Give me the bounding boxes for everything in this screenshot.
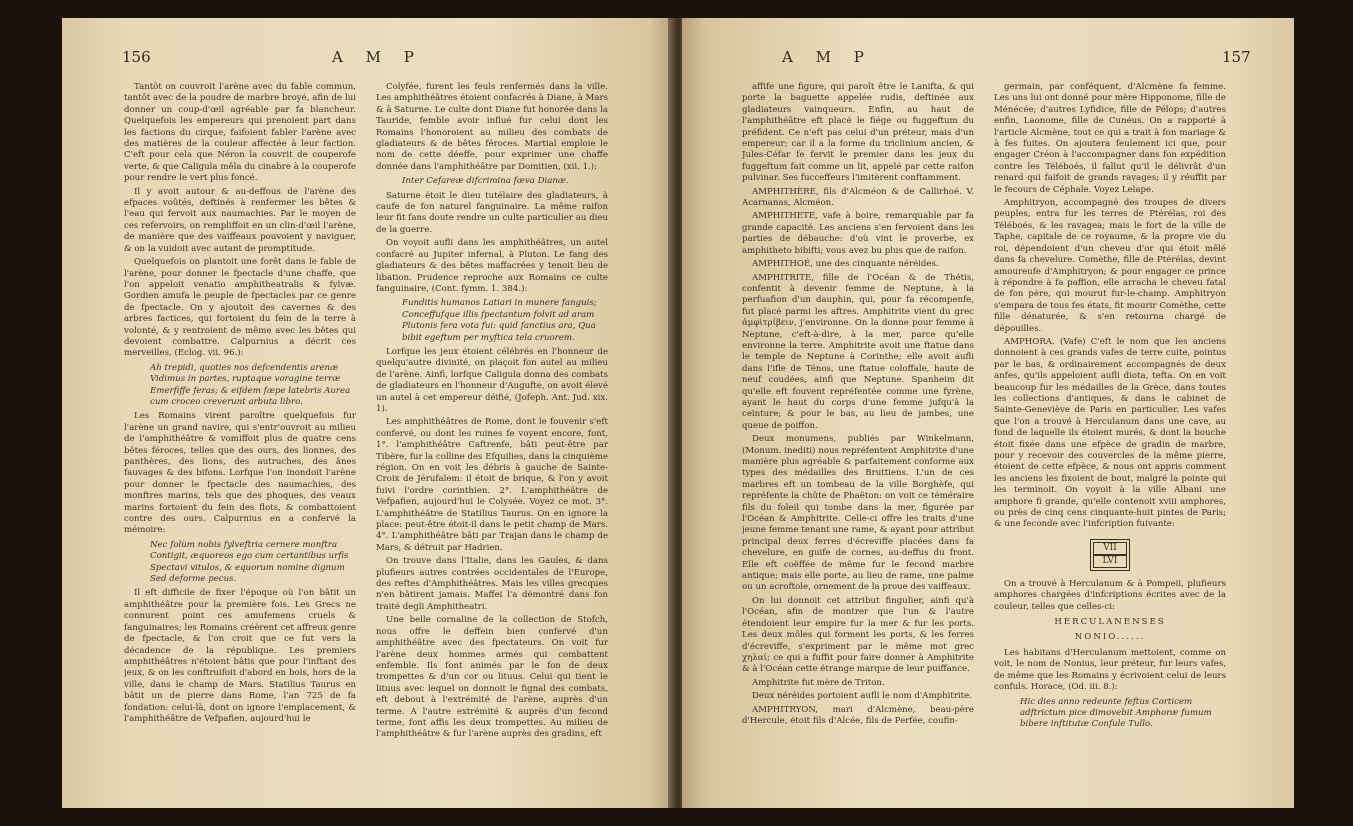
- verse-quote: Funditis humanos Latiari in munere fanguis; Conceffufque illis fpectantum folvit ad aram Plutonis fera vota fui: quid fanctius ara, Qua bibit egeftum per myftica tela cruorem.: [402, 298, 597, 343]
- entry: AMPHITRYON, mari d'Alcmène, beau-père d'Hercule, étoit fils d'Alcée, fils de Perfée, coufin-: [742, 704, 974, 726]
- paragraph: On lui donnoit cet attribut fingulier, ainfi qu'à l'Océan, afin de montrer que l'un & l'autre étendoient leur empire fur la mer & fur les ports. Les deux môles qui forment les ports, & les ferres d'écreviffe, s'expriment par le même mot grec χηλαί; ce qui a fuffit pour faire donner à Amphitrite & à l'Océan cette étrange marque de leur puiffance.: [742, 595, 974, 675]
- left-header: [62, 48, 674, 74]
- right-page: [682, 18, 1294, 808]
- paragraph: Amphitryon, accompagné des troupes de divers peuples, entra fur les terres de Ptérélas, roi des Téléboés, & les ravagea; mais le fort de la ville de Taphe, capitale de ce royaume, & la propre vie du roi, dépendoient d'un cheveu d'or qui étoit mêlé dans fa chevelure. Comèthe, fille de Ptérélas, devint amoureufe d'Amphitryon; & pour engager ce prince à répondre à fa paffion, elle arracha le cheveu fatal de fon père, qui mourut fur-le-champ. Amphitryon s'empara de tous fes états, fit mourir Comèthe, cette fille dénaturée, & s'en retourna chargé de dépouilles.: [994, 198, 1226, 334]
- page-number-right: 157: [1222, 48, 1251, 66]
- paragraph: Les habitans d'Herculanum mettoient, comme on voit, le nom de Nonius, leur préteur, fur leurs vafes, de même que les Romains y écrivoient celui de leurs confuls. Horace, (Od. iii. 8.):: [994, 647, 1226, 693]
- paragraph: Deux néréides portoient aufli le nom d'Amphitrite.: [752, 691, 972, 702]
- paragraph: Colyfée, furent les feuls renfermés dans la ville. Les amphithéâtres étoient confacrés à Diane, à Mars & à Saturne. Le culte dont Diane fut honorée dans la Tauride, femble avoir influé fur celui dont les Romains l'honoroient au milieu des combats de gladiateurs & de bêtes féroces. Martial emploie le nom de cette déeffe, pour exprimer une chaffe donnée dans l'amphithéâtre par Domitien, (xii. 1.):: [376, 82, 608, 172]
- paragraph: Lorfque les jeux étoient célébrés en l'honneur de quelqu'autre divinité, on plaçoit fon autel au milieu de l'arène. Ainfi, lorfque Caligula donna des combats de gladiateurs en l'honneur d'Augufte, on avoit élevé un autel à cet empereur déifié, (Jofeph. Ant. Jud. xix. 1).: [376, 346, 608, 414]
- paragraph: Amphitrite fut mère de Triton.: [752, 677, 885, 688]
- running-head-right: A M P: [782, 48, 873, 66]
- paragraph: Deux monumens, publiés par Winkelmann, (Monum. inediti) nous repréfentent Amphitrite d'une manière plus agréable & parfaitement conforme aux types des médailles des Bruttiens. L'un de ces marbres eft un tombeau de la ville Borghèfe, qui repréfente la chûte de Phaëton: on voit ce téméraire fils du foleil qui tombe dans la mer, figurée par l'Océan & Amphitrite. Celle-ci offre les traits d'une jeune femme tenant une rame, & ayant pour attribut principal deux ferres d'écreviffe placées dans fa chevelure, en guife de cornes, au-deffus du front. Elle eft coëffée de même fur le fecond marbre antique; mais elle porte, au lieu de rame, une palme ou un acroftole, ornement de la proue des vaiffeaux.: [742, 434, 974, 593]
- running-head-left: A M P: [332, 48, 423, 66]
- paragraph: Tantôt on couvroit l'arène avec du fable commun, tantôt avec de la poudre de marbre broyé, afin de lui donner un coup-d'œil agréable par fa blancheur. Quelquefois les empereurs qui prenoient part dans les factions du cirque, faifoient fabler l'arène avec des matières de la couleur affectée à leur faction. C'eft pour cela que Néron la couvrit de couperofe verte, & que Caligula mêla du cinabre à la couperofe pour rendre le vert plus foncé.: [124, 82, 356, 184]
- paragraph: Il y avoit autour & au-deffous de l'arène des efpaces voûtés, deftinés à renfermer les bêtes & l'eau qui fervoit aux naumachies. Par le moyen de ces refervoirs, on rempliffoit en un clin-d'œil l'arène, de manière que des vaiffeaux pouvoient y naviguer, & on la vuidoit avec autant de promptitude.: [124, 186, 356, 254]
- paragraph: Une belle cornaline de la collection de Stofch, nous offre le deffein bien confervé d'un amphithéâtre avec des fpectateurs. On voit fur l'arène deux hommes armés qui combattent enfemble. Ils font animés par le fon de deux trompettes & d'un cor ou lituus. Celui qui tient le lituus avec lequel on donnoit le fignal des combats, eft debout à l'extrémité de l'arène, auprès d'un terme. A l'autre extrémité & auprès d'un fecond terme, font affis les deux trompettes. Au milieu de l'amphithéâtre & fur l'arène auprès des gradins, eft: [376, 615, 608, 740]
- left-column-1: [124, 82, 356, 772]
- paragraph: Les Romains virent paroître quelquefois fur l'arène un grand navire, qui s'entr'ouvroit au milieu de l'amphithéâtre & vomiffoit plus de quatre cens bêtes féroces, telles que des ours, des lionnes, des panthères, des lions, des autruches, des ânes fauvages & des bifons. Lorfque l'on inondoit l'arène pour donner le fpectacle des naumachies, des monftres marins, tels que des phoques, des veaux marins fortoient du fein des flots, & combattoient contre des ours. Calpurnius en a confervé la mémoire:: [124, 411, 356, 536]
- paragraph: Quelquefois on plantoit une forêt dans le fable de l'arène, pour donner le fpectacle d'une chaffe, que l'on appeloit venatio amphitheatralis & fylvæ. Gordien amufa le peuple de fpectacles par ce genre de fpectacle. On y ajoutoit des cavernes & des arbres factices, qui fortoient du fein de la terre à volonté, & y rentroient de même avec les bêtes qui devoient combattre. Calpurnius a décrit ces merveilles, (Eclog. vii. 96.):: [124, 257, 356, 359]
- right-column-2: [994, 82, 1226, 772]
- inscription-line: LVI: [1093, 555, 1127, 568]
- entry: AMPHITRITE, fille de l'Océan & de Thétis, confentit à devenir femme de Neptune, à la perfuafion d'un dauphin, qui, pour fa récompenfe, fut placé parmi les aftres. Amphitrite vient du grec ἀμφὶτρίβειν, j'environne. On la donne pour femme à Neptune, c'eft-à-dire, à la mer, parce qu'elle environne la terre. Amphitrite avoit une ftatue dans le temple de Neptune à Corinthe; elle avoit aufli dans l'ifle de Ténos, une ftatue coloffale, haute de neuf coudées, ainfi que Neptune. Spanheim dit qu'elle eft fouvent repréfentée comme une fyrène, ayant le haut du corps d'une femme jufqu'à la ceinture; & pour le bas, au lieu de jambes, une queue de poiffon.: [742, 272, 974, 431]
- inscription-line: VII: [1093, 542, 1127, 555]
- inscription-text: NONIO......: [1074, 632, 1146, 643]
- left-page: [62, 18, 674, 808]
- entry: AMPHITHOÉ, une des cinquante néréides.: [752, 259, 939, 270]
- right-column-1: [742, 82, 974, 772]
- page-number-left: 156: [122, 48, 151, 66]
- paragraph: On trouve dans l'Italie, dans les Gaules, & dans plufieurs autres contrées occidentales de l'Europe, des reftes d'Amphithéâtres. Mais les villes grecques n'en bâtirent jamais. Maffei l'a démontré dans fon traité degli Amphitheatri.: [376, 556, 608, 612]
- verse-quote: Hic dies anno redeunte feftus Corticem adftrictum pice dimovebit Amphoræ fumum bibere inftitutæ Confule Tullo.: [1020, 696, 1212, 730]
- entry: AMPHITHÈRE, fils d'Alcméon & de Callirhoé. V. Acarnanas, Alcméon.: [742, 186, 974, 209]
- inscription-text: HERCULANENSES: [1054, 617, 1166, 628]
- paragraph: Les amphithéâtres de Rome, dont le fouvenir s'eft confervé, ou dont les ruines fe voyent encore, font, 1°. l'amphithéâtre Caftrenfe, bâti peut-être par Tibère, fur la colline des Efquilies, dans la cinquième région. On en voit les débris à gauche de Sainte-Croix de Jérufalem: il étoit de brique, & l'on y avoit fuivi l'ordre corinthien. 2°. L'amphithéâtre de Vefpafien, aujourd'hui le Colysée. Voyez ce mot. 3°. L'amphithéâtre de Statilius Taurus. On en ignore la place: peut-être étoit-il dans le petit champ de Mars. 4°. L'amphithéâtre bâti par Trajan dans le champ de Mars, & détruit par Hadrien.: [376, 417, 608, 553]
- paragraph: On voyoit aufli dans les amphithéâtres, un autel confacré au Jupiter infernal, à Pluton. Le fang des gladiateurs & des bêtes maffacrées y tenoit lieu de libation. Prudence reproche aux Romains ce culte fanguinaire, (Cont. fymm. 1. 384.):: [376, 238, 608, 294]
- verse-quote: Ah trepidi, quoties nos defcendentis arenæ Vidimus in partes, ruptaque voragine terræ Emerfiffe feras; & eifdem fæpe latebris Aurea cum croceo creverunt arbuta libro.: [150, 362, 351, 407]
- entry: AMPHITHETE, vafe à boire, remarquable par fa grande capacité. Les anciens s'en fervoient dans les parties de débauche: d'où vint le proverbe, ex amphitheto bibifti; vous avez bu plus que de raifon.: [742, 211, 974, 256]
- entry: AMPHORA. (Vafe) C'eft le nom que les anciens donnoient à ces grands vafes de terre cuite, pointus par le bas, & ordinairement accompagnés de deux anfes, qu'ils appeloient aufli diota, tefta. On en voit beaucoup fur les médailles de la Grèce, dans toutes les collections d'antiques, & dans le cabinet de Sainte-Geneviève de Paris en particulier. Les vafes que l'on a trouvé à Herculanum dans une cave, au fond de laquelle ils étoient murés, & dont la bouche étoit fixée dans une efpèce de gradin de marbre, pour y recevoir des couvercles de la même pierre, étoient de cette efpèce, & nous ont appris comment les anciens les fixoient de bout, malgré la pointe qui les terminoit. On voyoit à la ville Albani une amphore fi grande, qu'elle contenoit xviii amphores, ou près de cinq cens cinquante-huit pintes de Paris; & une feconde avec l'infcription fuivante:: [994, 336, 1226, 530]
- verse-quote: Nec folùm nobis fylveftria cernere monftra Contigit, æquoreos ego cum certantibus urfis Spectavi vitulos, & equorum nomine dignum Sed deforme pecus.: [150, 539, 349, 585]
- inscription-box: [1090, 539, 1130, 571]
- verse-quote: Inter Cefareæ difcrimina fæva Dianæ.: [402, 176, 569, 187]
- paragraph: Il eft difficile de fixer l'époque où l'on bâtit un amphithéâtre pour la première fois. Les Grecs ne connurent point ces amufemens cruels & fanguinaires; les Romains créèrent cet affreux genre de fpectacle, & l'on croit que ce fut vers la décadence de la république. Les premiers amphithéâtres n'étoient bâtis que pour l'inftant des jeux, & on les conftruifoit d'abord en bois, hors de la ville, dans le champ de Mars. Statilius Taurus en bâtit un de pierre dans Rome, l'an 725 de fa fondation: celui-là, dont on ignore l'emplacement, & l'amphithéâtre de Vefpafien, aujourd'hui le: [124, 588, 356, 724]
- left-column-2: [376, 82, 608, 772]
- paragraph: germain, par conféquent, d'Alcmène fa femme. Les uns lui ont donné pour mère Hipponome, fille de Ménécée; d'autres Lyfidice, fille de Pélops; d'autres enfin, Laonome, fille de Cunéus. On a rapporté à l'article Alcmène, tout ce qui a trait à fon mariage & à fes fuites. On ajoutera feulement ici que, pour engager Créon à l'accompagner dans fon expédition contre les Téléboés, il fallut qu'il le délivrât d'un renard qui faifoit de grands ravages; il y réuffit par le fecours de Céphale. Voyez Lelape.: [994, 82, 1226, 195]
- paragraph: Saturne étoit le dieu tutélaire des gladiateurs, à caufe de fon naturel fanguinaire. La même raifon leur fit fans doute rendre un culte particulier au dieu de la guerre.: [376, 190, 608, 235]
- right-header: [682, 48, 1294, 74]
- book-spread: [62, 18, 1294, 808]
- paragraph: affife une figure, qui paroît être le Lanifta, & qui porte la baguette appelée rudis, deftinée aux gladiateurs vainqueurs. Enfin, au haut de l'amphithéâtre eft placé le fiége ou fuggeftum du préfident. Ce n'eft pas celui d'un préteur, mais d'un empereur; car il a la forme du triclinium ancien, & Jules-Céfar fe fervit le premier dans les jeux du fuggeftum fait comme un lit, appelé par cette raifon pulvinar. Ses fucceffeurs l'imitèrent conftamment.: [742, 82, 974, 184]
- paragraph: On a trouvé à Herculanum & à Pompeii, plufieurs amphores chargées d'infcriptions écrites avec de la couleur, telles que celles-ci:: [994, 578, 1226, 612]
